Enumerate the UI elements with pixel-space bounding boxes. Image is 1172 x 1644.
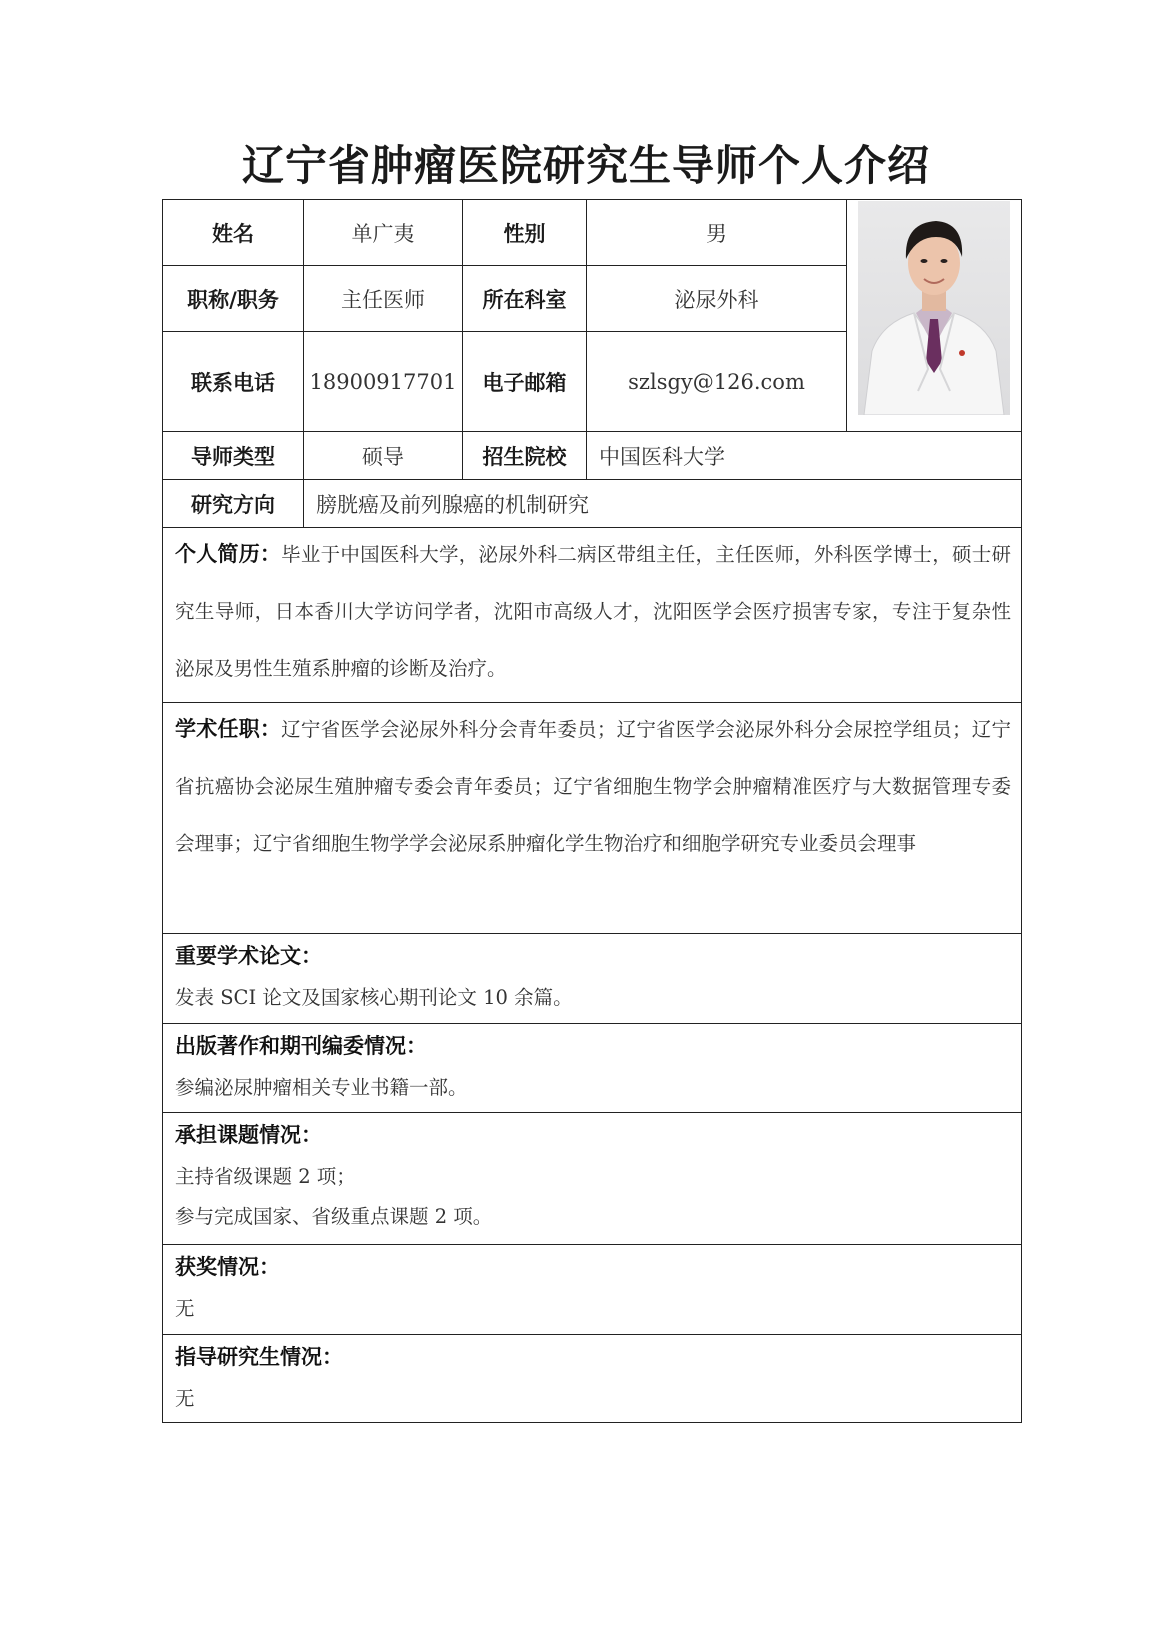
gender-label: 性别 xyxy=(503,221,546,246)
title-value-cell xyxy=(303,265,463,332)
books-label: 出版著作和期刊编委情况： xyxy=(175,1034,427,1058)
name-value: 单广夷 xyxy=(351,221,415,246)
type-label-cell xyxy=(162,431,304,480)
resume-text: 毕业于中国医科大学，泌尿外科二病区带组主任，主任医师，外科医学博士，硕士研究生导师，日本香川大学访问学者，沈阳市高级人才，沈阳医学会医疗损害专家，专注于复杂性泌尿及男性生殖系肿瘤的诊断及治疗。 xyxy=(175,543,1011,680)
students-label: 指导研究生情况： xyxy=(175,1345,343,1369)
books-text: 参编泌尿肿瘤相关专业书籍一部。 xyxy=(175,1076,468,1099)
projects-line-2: 参与完成国家、省级重点课题 2 项。 xyxy=(175,1205,493,1228)
gender-value: 男 xyxy=(706,221,727,246)
research-value: 膀胱癌及前列腺癌的机制研究 xyxy=(316,492,589,517)
dept-value: 泌尿外科 xyxy=(674,287,759,312)
awards-label: 获奖情况： xyxy=(175,1255,280,1279)
title-label-cell xyxy=(162,265,304,332)
name-label-cell xyxy=(162,199,304,266)
name-value-cell xyxy=(303,199,463,266)
gender-label-cell xyxy=(462,199,587,266)
research-label: 研究方向 xyxy=(191,492,275,517)
type-value: 硕导 xyxy=(362,444,404,469)
projects-section xyxy=(162,1112,1022,1245)
students-section xyxy=(162,1334,1022,1423)
dept-value-cell xyxy=(586,265,847,332)
phone-value-cell xyxy=(303,331,463,432)
school-value: 中国医科大学 xyxy=(599,444,725,469)
title-label: 职称/职务 xyxy=(187,287,279,312)
research-value-cell xyxy=(303,479,1022,528)
papers-label: 重要学术论文： xyxy=(175,944,322,968)
positions-text: 辽宁省医学会泌尿外科分会青年委员；辽宁省医学会泌尿外科分会尿控学组员；辽宁省抗癌协会泌尿生殖肿瘤专委会青年委员；辽宁省细胞生物学会肿瘤精准医疗与大数据管理专委会理事；辽宁省细胞生物学学会泌尿系肿瘤化学生物治疗和细胞学研究专业委员会理事 xyxy=(175,718,1011,855)
papers-text: 发表 SCI 论文及国家核心期刊论文 10 余篇。 xyxy=(175,986,573,1009)
dept-label: 所在科室 xyxy=(482,287,567,312)
awards-section xyxy=(162,1244,1022,1335)
school-value-cell xyxy=(586,431,1022,480)
research-label-cell xyxy=(162,479,304,528)
positions-section xyxy=(162,702,1022,934)
title-value: 主任医师 xyxy=(341,287,425,312)
students-text: 无 xyxy=(175,1387,195,1410)
phone-label: 联系电话 xyxy=(191,370,275,395)
school-label-cell xyxy=(462,431,587,480)
gender-value-cell xyxy=(586,199,847,266)
page-title: 辽宁省肿瘤医院研究生导师个人介绍 xyxy=(241,141,930,190)
type-label: 导师类型 xyxy=(191,444,275,469)
books-section xyxy=(162,1023,1022,1113)
email-label: 电子邮箱 xyxy=(482,370,567,395)
phone-value: 18900917701 xyxy=(309,369,457,394)
positions-label: 学术任职： xyxy=(175,717,282,741)
papers-section xyxy=(162,933,1022,1024)
projects-label: 承担课题情况： xyxy=(175,1123,322,1147)
resume-label: 个人简历： xyxy=(175,542,282,566)
type-value-cell xyxy=(303,431,463,480)
school-label: 招生院校 xyxy=(482,444,567,469)
projects-line-1: 主持省级课题 2 项； xyxy=(175,1165,356,1188)
awards-text: 无 xyxy=(175,1297,195,1320)
email-label-cell xyxy=(462,331,587,432)
email-value-cell xyxy=(586,331,847,432)
email-value: szlsgy@126.com xyxy=(628,369,805,394)
name-label: 姓名 xyxy=(212,221,254,246)
portrait-photo xyxy=(858,201,1010,415)
dept-label-cell xyxy=(462,265,587,332)
phone-label-cell xyxy=(162,331,304,432)
resume-section xyxy=(162,527,1022,703)
